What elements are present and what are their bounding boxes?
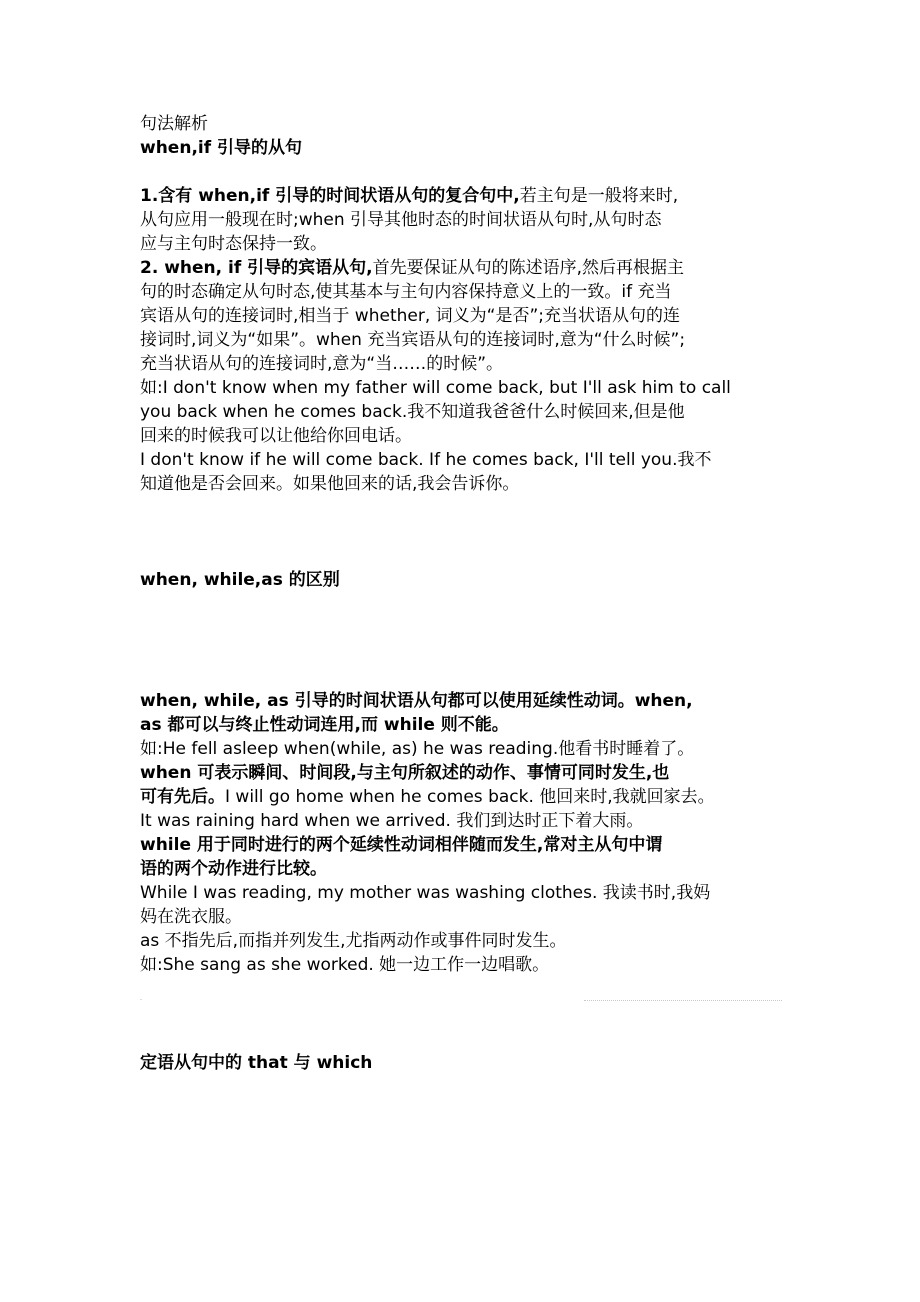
section-2-paragraph-4: as 不指先后,而指并列发生,尤指两动作或事件同时发生。 (140, 931, 567, 951)
section-2-paragraph-2-line-2 (140, 785, 800, 809)
section-2-paragraph-2-bold: 可有先后。 (140, 787, 225, 807)
paragraph-2-line-2: 句的时态确定从句时态,使其基本与主句内容保持意义上的一致。if 充当 (140, 282, 672, 302)
paragraph-2-text: 首先要保证从句的陈述语序,然后再根据主 (372, 258, 685, 278)
paragraph-1-line-3: 应与主句时态保持一致。 (140, 234, 327, 254)
section-subtitle: when,if 引导的从句 (140, 138, 303, 158)
section-2-paragraph-3-line-2: 语的两个动作进行比较。 (140, 859, 327, 879)
paragraph-1-line-1 (140, 184, 800, 208)
paragraph-2-line-1 (140, 256, 800, 280)
paragraph-2-line-3: 宾语从句的连接词时,相当于 whether, 词义为“是否”;充当状语从句的连 (140, 306, 680, 326)
section-3-heading: 定语从句中的 that 与 which (140, 1053, 373, 1073)
paragraph-2-bold-lead: 2. when, if 引导的宾语从句, (140, 258, 373, 278)
paragraph-1-line-2: 从句应用一般现在时;when 引导其他时态的时间状语从句时,从句时态 (140, 210, 662, 230)
section-2-paragraph-3-line-1: while 用于同时进行的两个延续性动词相伴随而发生,常对主从句中谓 (140, 835, 663, 855)
example-1-line-1: 如:I don't know when my father will come back, but I'll ask him to call (140, 378, 731, 398)
section-2-example-3-line-2: 妈在洗衣服。 (140, 907, 242, 927)
section-2-example-1: 如:He fell asleep when(while, as) he was reading.他看书时睡着了。 (140, 739, 695, 759)
example-1-line-3: 回来的时候我可以让他给你回电话。 (140, 426, 412, 446)
section-2-example-4: 如:She sang as she worked. 她一边工作一边唱歌。 (140, 955, 550, 975)
paragraph-2-line-5: 充当状语从句的连接词时,意为“当……的时候”。 (140, 354, 504, 374)
paragraph-1-bold-lead: 1.含有 when,if 引导的时间状语从句的复合句中, (140, 186, 520, 206)
section-title: 句法解析 (140, 114, 208, 134)
example-2-line-2: 知道他是否会回来。如果他回来的话,我会告诉你。 (140, 474, 520, 494)
section-2-paragraph-2-text: I will go home when he comes back. 他回来时,我就回家去。 (225, 787, 715, 807)
faint-mark (140, 999, 142, 1000)
example-2-line-1: I don't know if he will come back. If he comes back, I'll tell you.我不 (140, 450, 712, 470)
section-2-example-3-line-1: While I was reading, my mother was washing clothes. 我读书时,我妈 (140, 883, 711, 903)
paragraph-1-text: 若主句是一般将来时, (519, 186, 679, 206)
example-1-line-2: you back when he comes back.我不知道我爸爸什么时候回来,但是他 (140, 402, 685, 422)
dotted-divider (584, 1000, 782, 1001)
paragraph-2-line-4: 接词时,词义为“如果”。when 充当宾语从句的连接词时,意为“什么时候”; (140, 330, 686, 350)
section-2-example-2: It was raining hard when we arrived. 我们到达时正下着大雨。 (140, 811, 644, 831)
section-2-paragraph-2-line-1: when 可表示瞬间、时间段,与主句所叙述的动作、事情可同时发生,也 (140, 763, 670, 783)
section-2-paragraph-1-line-1: when, while, as 引导的时间状语从句都可以使用延续性动词。when, (140, 691, 693, 711)
section-2-heading: when, while,as 的区别 (140, 570, 340, 590)
section-2-paragraph-1-line-2: as 都可以与终止性动词连用,而 while 则不能。 (140, 715, 509, 735)
